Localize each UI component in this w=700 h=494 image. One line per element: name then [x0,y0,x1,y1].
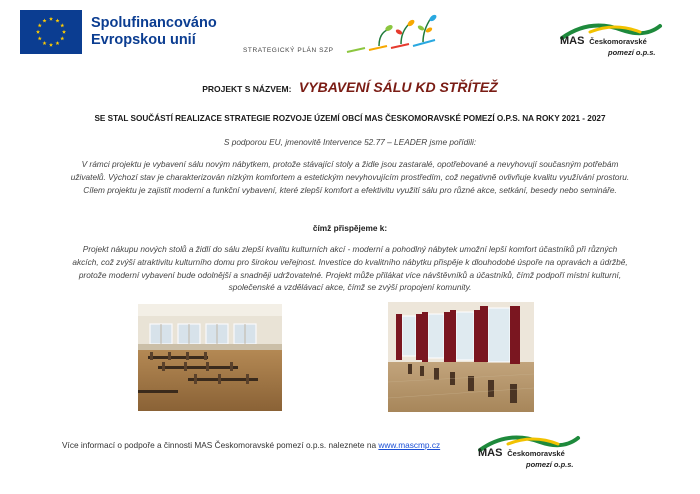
project-title [0,79,700,97]
eu-cofinancing-logo [20,9,217,55]
hall-photo-right [388,302,534,412]
title-main: VYBAVENÍ SÁLU KD STŘÍTEŽ [298,79,498,95]
eu-flag-icon [20,10,82,54]
contribution-heading: čímž přispějeme k: [312,223,388,233]
eu-line-1: Spolufinancováno [91,15,217,31]
title-prefix: PROJEKT S NÁZVEM: [202,84,292,94]
paragraph-project: V rámci projektu je vybavení sálu novým nábytkem, protože stávající stoly a židle jsou zastaralé, opotřebované a nevyhovují současným potřebám uživatelů. Výchozí stav je charakterizován nízkým komfortem a estetickým nevyhovujícím prostředím, což negativně ovlivňuje kvalitu využívání prostoru. Cílem projektu je zajistit moderní a funkční vybavení, které zlepší komfort a efektivitu využití sálu pro různé akce, setkání, besedy nebo semináře. [70,159,630,195]
footer-info [62,440,440,450]
support-line: S podporou EU, jmenovitě Intervence 52.77 – LEADER jsme pořídili: [223,137,477,147]
website-link[interactable]: www.mascmp.cz [378,440,441,450]
mas-subtitle-footer: pomezí o.p.s. [526,460,574,469]
mas-name: MAS [560,35,585,47]
sprouts-icon [343,14,453,56]
mas-region: Českomoravské [589,37,647,46]
mas-subtitle: pomezí o.p.s. [608,48,656,57]
mas-name-footer: MAS [478,447,503,459]
footer-text: Více informací o podpoře a činnosti MAS Českomoravské pomezí o.p.s. naleznete na [62,440,377,450]
mas-logo [560,20,680,65]
paragraph-contribution: Projekt nákupu nových stolů a židlí do sálu zlepší kvalitu kulturních akcí - moderní a pohodlný nábytek umožní lepší komfort účastníků při různých akcích, což zvýší atraktivitu kulturního domu pro širokou veřejnost. Investice do kvalitního nábytku přispěje k dlouhodobé úspoře na opravách a údržbě, protože moderní vybavení bude odolnější a snadněji udržovatelné. Projekt může přilákat více návštěvníků a účastníků, čímž podpoří místní kulturní, společenské a vzdělávací akce, čímž se zvýší propojení komunity. [72,244,628,293]
subtitle: SE STAL SOUČÁSTÍ REALIZACE STRATEGIE ROZVOJE ÚZEMÍ OBCÍ MAS ČESKOMORAVSKÉ POMEZÍ O.P.S. NA ROKY 2021 - 2027 [94,114,606,123]
mas-region-footer: Českomoravské [507,449,565,458]
eu-line-2: Evropskou unií [91,32,196,48]
mas-logo-footer [478,432,598,477]
strategic-plan-label: STRATEGICKÝ PLÁN SZP [243,47,334,54]
strategic-plan-logo [243,14,448,56]
hall-photo-left [138,304,282,411]
eu-cofinancing-text [91,15,217,49]
